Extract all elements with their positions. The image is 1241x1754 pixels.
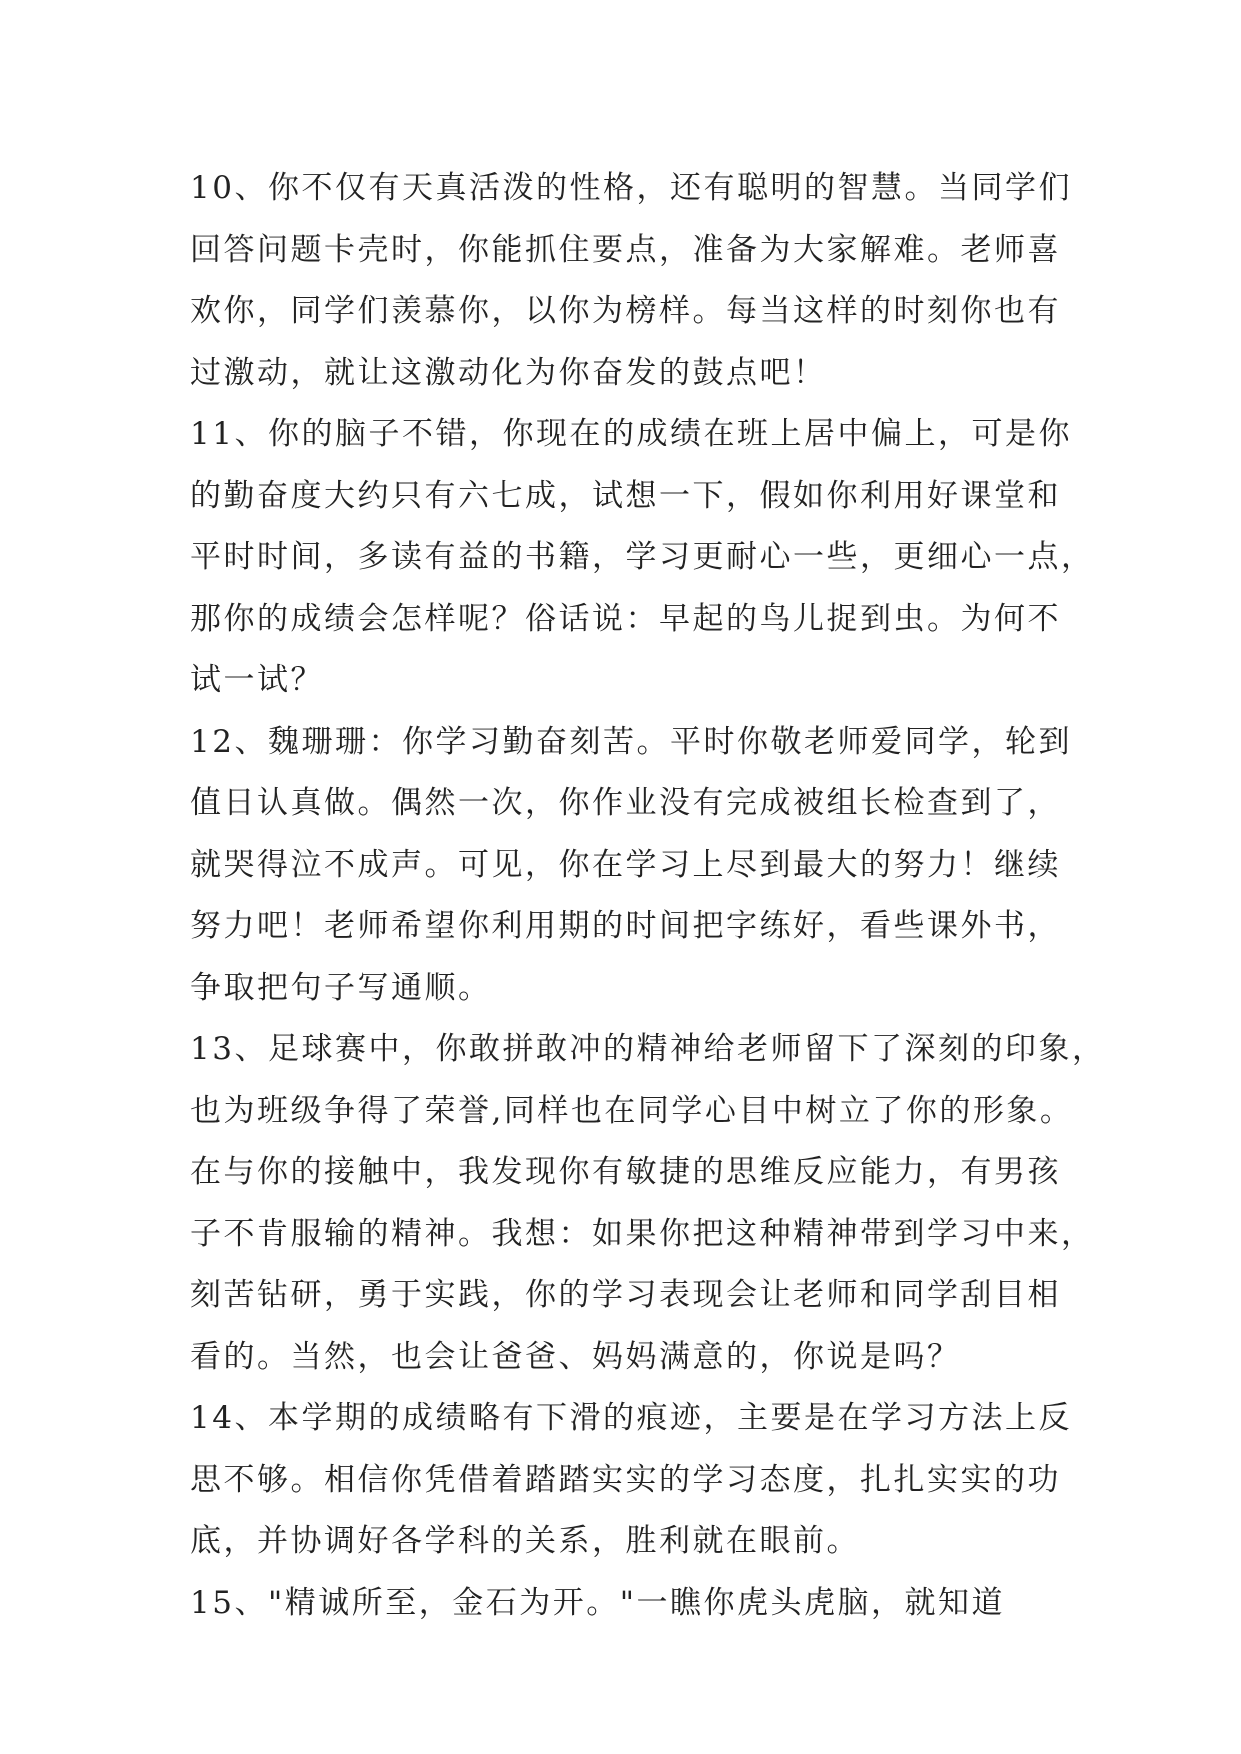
text-line: 过激动，就让这激动化为你奋发的鼓点吧！ [190,354,827,391]
text-line: 15、"精诚所至，金石为开。"一瞧你虎头虎脑，就知道 [190,1584,1005,1621]
comment-text-block [190,158,1106,1634]
text-line: 12、魏珊珊：你学习勤奋刻苦。平时你敬老师爱同学，轮到 [190,723,1072,760]
text-line: 值日认真做。偶然一次，你作业没有完成被组长检查到了， [190,785,1061,821]
text-line: 看的。当然，也会让爸爸、妈妈满意的，你说是吗？ [190,1338,961,1375]
text-line: 子不肯服输的精神。我想：如果你把这种精神带到学习中来， [190,1215,1095,1252]
text-line: 刻苦钻研，勇于实践，你的学习表现会让老师和同学刮目相 [190,1277,1061,1313]
text-line: 那你的成绩会怎样呢？俗话说：早起的鸟儿捉到虫。为何不 [190,600,1061,637]
text-line: 争取把句子写通顺。 [190,969,492,1006]
text-line: 13、足球赛中，你敢拼敢冲的精神给老师留下了深刻的印象， [190,1031,1106,1067]
text-line: 思不够。相信你凭借着踏踏实实的学习态度，扎扎实实的功 [190,1461,1061,1498]
text-line: 10、你不仅有天真活泼的性格，还有聪明的智慧。当同学们 [190,170,1072,206]
text-line: 14、本学期的成绩略有下滑的痕迹，主要是在学习方法上反 [190,1400,1072,1436]
text-line: 在与你的接触中，我发现你有敏捷的思维反应能力，有男孩 [190,1154,1061,1190]
text-line: 底，并协调好各学科的关系，胜利就在眼前。 [190,1523,860,1559]
text-line: 的勤奋度大约只有六七成，试想一下，假如你利用好课堂和 [190,477,1061,514]
text-line: 11、你的脑子不错，你现在的成绩在班上居中偏上，可是你 [190,416,1072,452]
text-line: 回答问题卡壳时，你能抓住要点，准备为大家解难。老师喜 [190,231,1061,268]
text-line: 平时时间，多读有益的书籍，学习更耐心一些，更细心一点， [190,539,1095,575]
text-line: 就哭得泣不成声。可见，你在学习上尽到最大的努力！继续 [190,846,1061,883]
text-line: 欢你，同学们羡慕你，以你为榜样。每当这样的时刻你也有 [190,293,1061,329]
text-line: 努力吧！老师希望你利用期的时间把字练好，看些课外书， [190,908,1061,944]
text-line: 也为班级争得了荣誉,同样也在同学心目中树立了你的形象。 [190,1092,1074,1129]
text-line: 试一试？ [190,662,324,698]
